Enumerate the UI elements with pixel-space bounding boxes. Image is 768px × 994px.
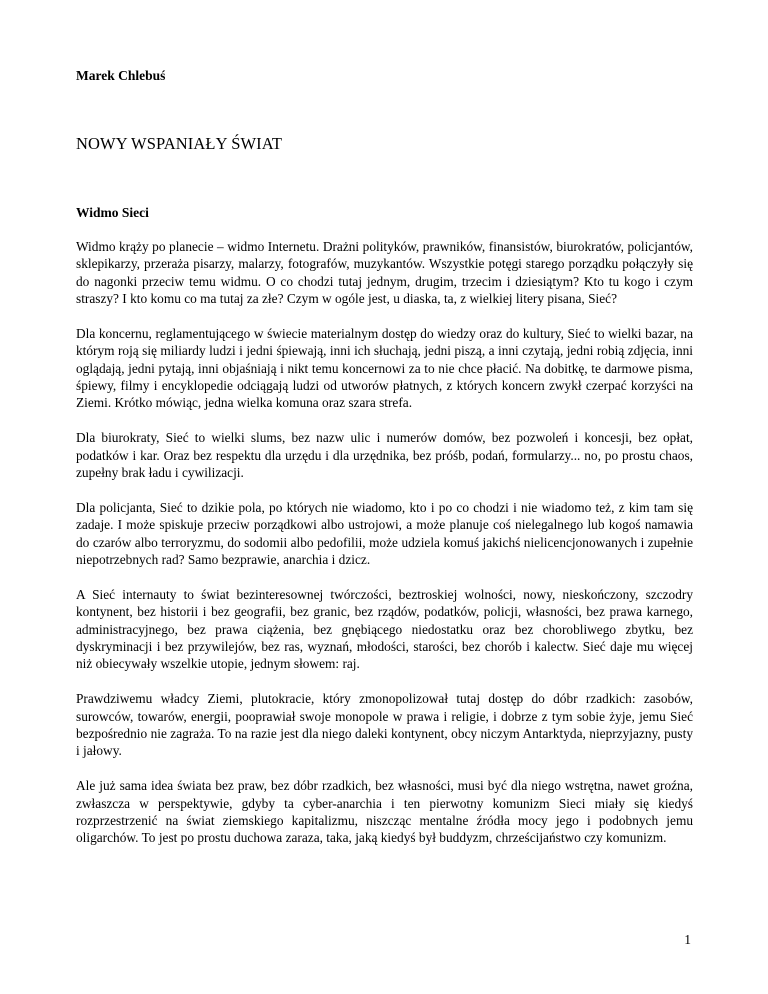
paragraph-3: Dla biurokraty, Sieć to wielki slums, bez nazw ulic i numerów domów, bez pozwoleń i koncesji, bez opłat, podatków i kar. Oraz bez respektu dla urzędu i dla urzędnika, bez próśb, podań, formularzy... no, po prostu chaos, zupełny brak ładu i cywilizacji. [76, 430, 693, 480]
body-text [76, 238, 693, 864]
author-name: Marek Chlebuś [76, 68, 166, 83]
paragraph-4: Dla policjanta, Sieć to dzikie pola, po których nie wiadomo, kto i po co chodzi i nie wiadomo też, z kim tam się zadaje. I może spiskuje przeciw porządkowi albo ustrojowi, a może planuje coś nielegalnego lub kogoś namawia do czarów albo terroryzmu, do sodomii albo pedofilii, może udziela komuś jakichś nielicencjonowanych i zupełnie niepotrzebnych rad? Samo bezprawie, anarchia i dzicz. [76, 500, 693, 567]
paragraph-5: A Sieć internauty to świat bezinteresownej twórczości, beztroskiej wolności, nowy, nieskończony, szczodry kontynent, bez historii i bez geografii, bez granic, bez rządów, podatków, policji, własności, bez prawa karnego, administracyjnego, bez prawa ciążenia, bez gnębiącego niedostatku oraz bez chorobliwego zbytku, bez dyskryminacji i bez przywilejów, bez ras, wyznań, młodości, starości, bez chorób i kalectw. Sieć daje mu więcej niż obiecywały wszelkie utopie, jednym słowem: raj. [76, 587, 693, 671]
paragraph-6: Prawdziwemu władcy Ziemi, plutokracie, który zmonopolizował tutaj dostęp do dóbr rzadkich: zasobów, surowców, towarów, energii, pooprawiał swoje monopole w prawa i religie, i dobrze z tym sobie żyje, jemu Sieć bezpośrednio nie zagraża. To na razie jest dla niego daleki kontynent, obcy niczym Antarktyda, nieprzyjazny, pusty i jałowy. [76, 691, 693, 758]
document-title: NOWY WSPANIAŁY ŚWIAT [76, 134, 283, 153]
page-number: 1 [684, 932, 691, 947]
paragraph-1: Widmo krąży po planecie – widmo Internetu. Drażni polityków, prawników, finansistów, biurokratów, policjantów, sklepikarzy, przeraża pisarzy, malarzy, fotografów, muzykantów. Wszystkie potęgi starego porządku połączyły się do nagonki przeciw temu widmu. O co chodzi tutaj jednym, drugim, trzecim i dziesiątym? Kto tu kogo i czym straszy? I kto komu co ma tutaj za złe? Czym w ogóle jest, u diaska, ta, z wielkiej litery pisana, Sieć? [76, 239, 693, 306]
paragraph-2: Dla koncernu, reglamentującego w świecie materialnym dostęp do wiedzy oraz do kultury, Sieć to wielki bazar, na którym roją się miliardy ludzi i jedni śpiewają, inni ich słuchają, jedni piszą, a inni czytają, jedni robią zdjęcia, inni oglądają, jedni pytają, inni objaśniają i nikt temu koncernowi za to nie chce płacić. Na dobitkę, te darmowe pisma, śpiewy, filmy i encyklopedie odciągają ludzi od utworów płatnych, z których koncern zwykł czerpać korzyści na Ziemi. Krótko mówiąc, jedna wielka komuna oraz szara strefa. [76, 326, 693, 410]
paragraph-7: Ale już sama idea świata bez praw, bez dóbr rzadkich, bez własności, musi być dla niego wstrętna, nawet groźna, zwłaszcza w perspektywie, gdyby ta cyber-anarchia i ten pierwotny komunizm Sieci miały się kiedyś rozprzestrzenić na świat ziemskiego kapitalizmu, niszcząc mentalne źródła mocy jego i podobnych jemu oligarchów. To jest po prostu duchowa zaraza, taka, jaką kiedyś był buddyzm, chrześcijaństwo czy komunizm. [76, 778, 693, 845]
section-heading: Widmo Sieci [76, 205, 149, 220]
